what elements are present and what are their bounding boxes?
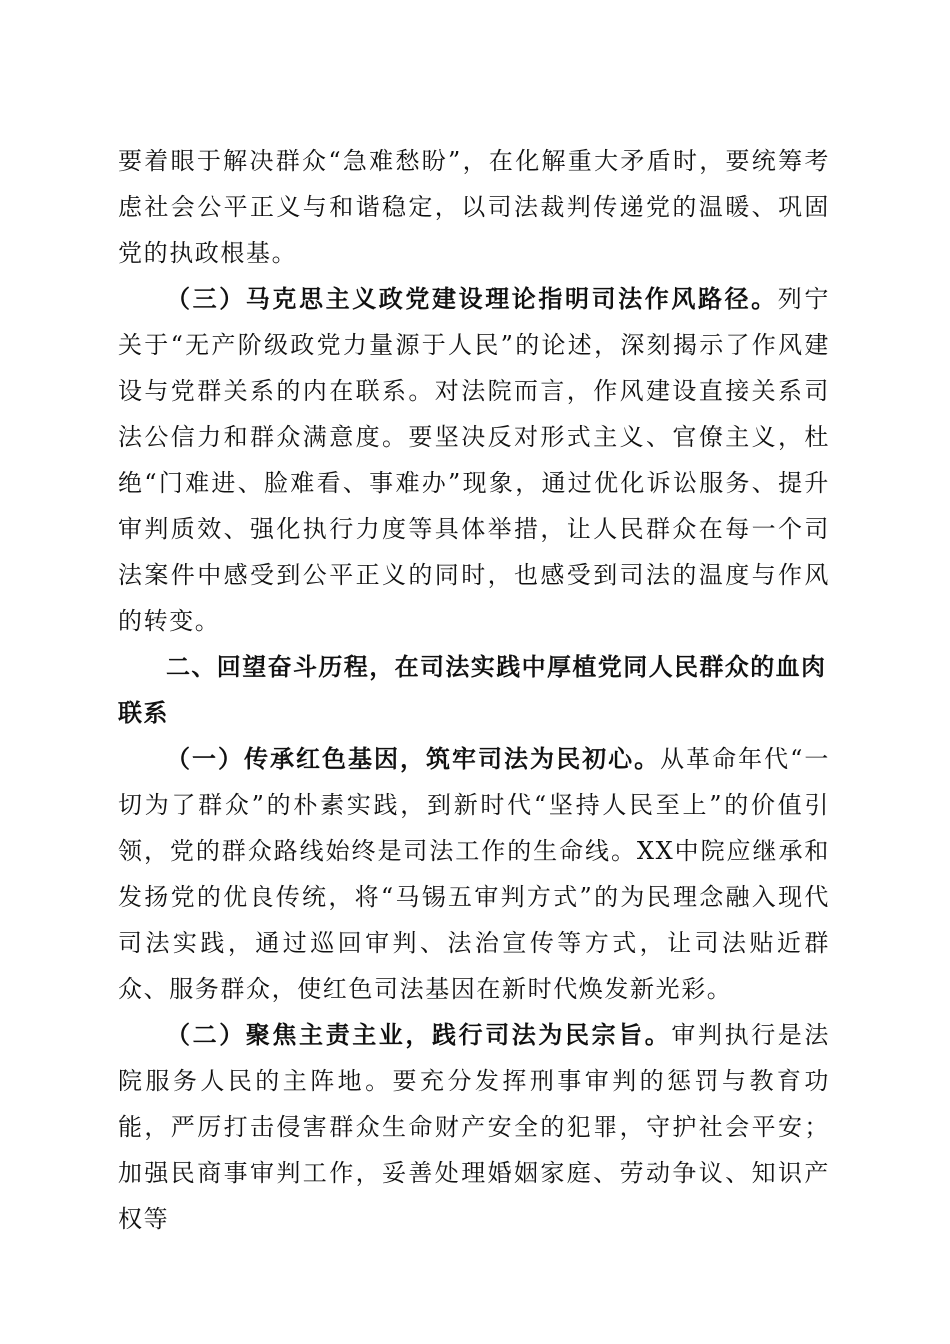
paragraph-text: 从革命年代“一切为了群众”的朴素实践，到新时代“坚持人民至上”的价值引领，党的群众路线始终是司法工作的生命线。XX中院应继承和发扬党的优良传统，将“马锡五审判方式”的为民理念融入现代司法实践，通过巡回审判、法治宣传等方式，让司法贴近群众、服务群众，使红色司法基因在新时代焕发新光彩。	[118, 745, 830, 1003]
paragraph-party-building-theory	[118, 276, 830, 644]
paragraph-red-gene	[118, 736, 830, 1012]
paragraph-text: 列宁关于“无产阶级政党力量源于人民”的论述，深刻揭示了作风建设与党群关系的内在联系。对法院而言，作风建设直接关系司法公信力和群众满意度。要坚决反对形式主义、官僚主义，杜绝“门难进、脸难看、事难办”现象，通过优化诉讼服务、提升审判质效、强化执行力度等具体举措，让人民群众在每一个司法案件中感受到公平正义的同时，也感受到司法的温度与作风的转变。	[118, 285, 830, 635]
document-page	[118, 138, 830, 1242]
paragraph-continuation	[118, 138, 830, 276]
paragraph-lead: （二）聚焦主责主业，践行司法为民宗旨。	[166, 1020, 672, 1049]
paragraph-text: 要着眼于解决群众“急难愁盼”，在化解重大矛盾时，要统筹考虑社会公平正义与和谐稳定，以司法裁判传递党的温暖、巩固党的执政根基。	[118, 147, 830, 267]
paragraph-text: 审判执行是法院服务人民的主阵地。要充分发挥刑事审判的惩罚与教育功能，严厉打击侵害群众生命财产安全的犯罪，守护社会平安；加强民商事审判工作，妥善处理婚姻家庭、劳动争议、知识产权等	[118, 1021, 830, 1233]
paragraph-lead: （三）马克思主义政党建设理论指明司法作风路径。	[166, 284, 778, 313]
section-heading: 二、回望奋斗历程，在司法实践中厚植党同人民群众的血肉联系	[118, 653, 827, 727]
paragraph-main-duty	[118, 1012, 830, 1242]
paragraph-lead: （一）传承红色基因，筑牢司法为民初心。	[166, 744, 661, 773]
